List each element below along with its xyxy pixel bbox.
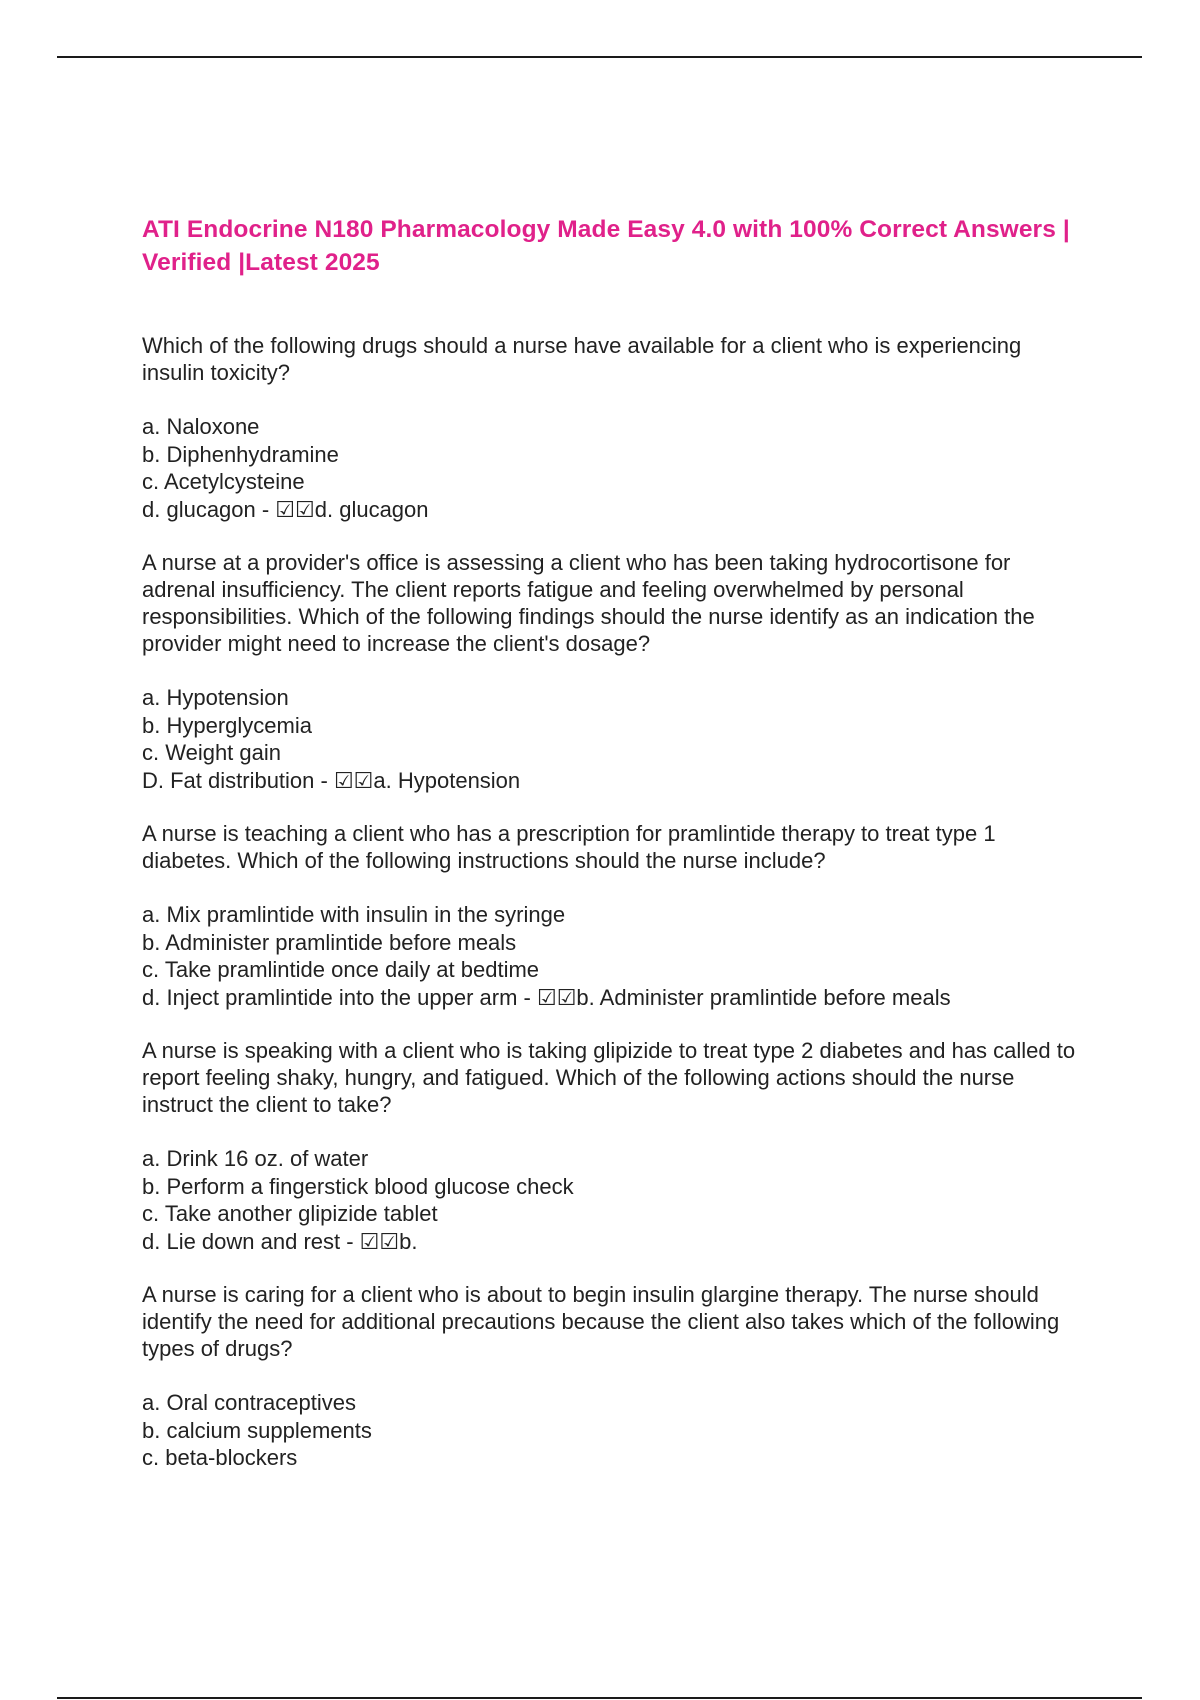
answer-option: c. Acetylcysteine — [142, 469, 305, 494]
answer-option: a. Naloxone — [142, 414, 260, 439]
document-title: ATI Endocrine N180 Pharmacology Made Easy 4.0 with 100% Correct Answers | Verified |Latest 2025 — [142, 216, 1070, 276]
answer-option: b. calcium supplements — [142, 1417, 372, 1443]
answer-option: c. Weight gain — [142, 740, 282, 765]
question-text: A nurse is caring for a client who is about to begin insulin glargine therapy. The nurse should identify the need for additional precautions because the client also takes which of the following types of drugs? — [142, 1282, 1060, 1361]
question-3 — [142, 820, 1082, 1011]
answer-option: a. Oral contraceptives — [142, 1390, 356, 1415]
footer-rule — [57, 1697, 1142, 1699]
answer-option: b. Diphenhydramine — [142, 441, 339, 467]
answer-option: c. Take another glipizide tablet — [142, 1201, 438, 1226]
answer-option: d. glucagon - ☑☑d. glucagon — [142, 496, 429, 522]
question-text: A nurse is teaching a client who has a prescription for pramlintide therapy to treat type 1 diabetes. Which of the following instructions should the nurse include? — [142, 821, 996, 873]
answer-options — [142, 413, 1082, 523]
question-2 — [142, 549, 1082, 794]
question-text: A nurse at a provider's office is assessing a client who has been taking hydrocortisone for adrenal insufficiency. The client reports fatigue and feeling overwhelmed by personal responsibilities. Which of the following findings should the nurse identify as an indication the provider might need to increase the client's dosage? — [142, 550, 1035, 656]
answer-option: b. Perform a fingerstick blood glucose check — [142, 1173, 574, 1199]
document-body — [142, 213, 1082, 1498]
answer-options — [142, 1145, 1082, 1255]
question-4 — [142, 1037, 1082, 1255]
answer-options — [142, 1389, 1082, 1472]
answer-option: d. Inject pramlintide into the upper arm - ☑☑b. Administer pramlintide before meals — [142, 984, 951, 1010]
answer-option: b. Hyperglycemia — [142, 712, 312, 738]
answer-options — [142, 684, 1082, 794]
answer-option: c. beta-blockers — [142, 1445, 298, 1470]
question-text: Which of the following drugs should a nurse have available for a client who is experiencing insulin toxicity? — [142, 333, 1022, 385]
question-text: A nurse is speaking with a client who is taking glipizide to treat type 2 diabetes and has called to report feeling shaky, hungry, and fatigued. Which of the following actions should the nurse instruct the client to take? — [142, 1038, 1076, 1117]
answer-option: c. Take pramlintide once daily at bedtime — [142, 957, 540, 982]
question-1 — [142, 332, 1082, 523]
answer-option: a. Mix pramlintide with insulin in the syringe — [142, 902, 566, 927]
answer-options — [142, 901, 1082, 1011]
answer-option: d. Lie down and rest - ☑☑b. — [142, 1228, 418, 1254]
answer-option: b. Administer pramlintide before meals — [142, 929, 517, 955]
header-rule — [57, 56, 1142, 58]
answer-option: a. Drink 16 oz. of water — [142, 1146, 369, 1171]
answer-option: a. Hypotension — [142, 685, 289, 710]
question-5 — [142, 1281, 1082, 1472]
answer-option: D. Fat distribution - ☑☑a. Hypotension — [142, 767, 521, 793]
